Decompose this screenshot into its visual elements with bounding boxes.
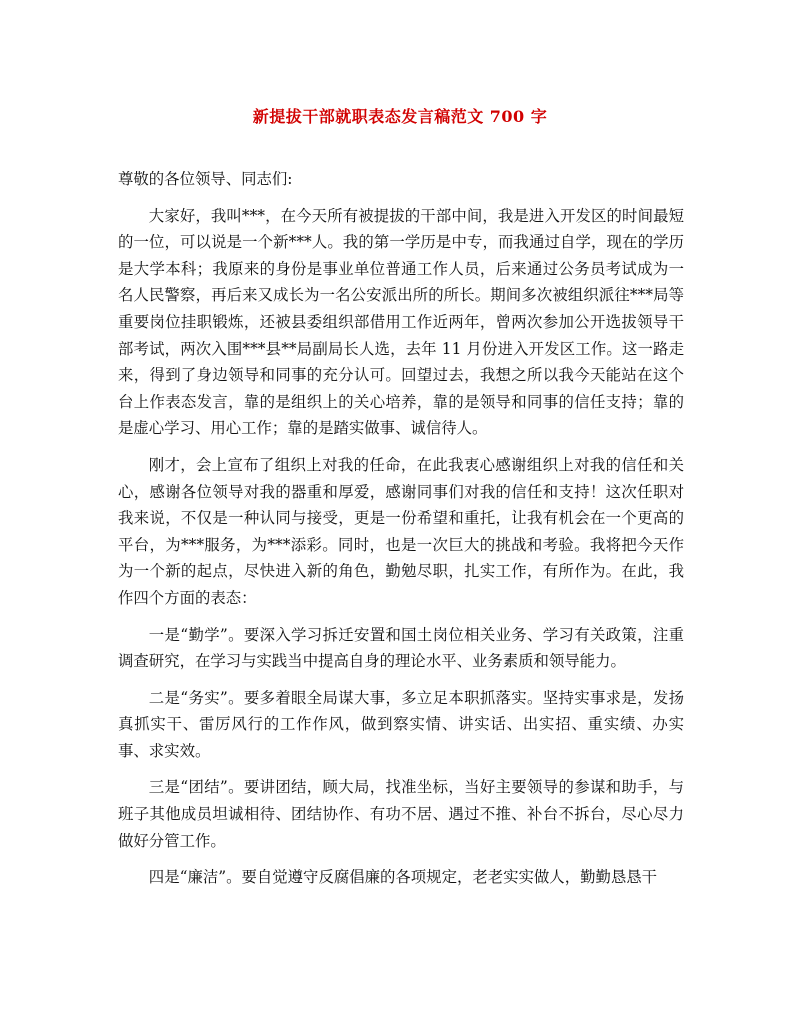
document-title: 新提拔干部就职表态发言稿范文 700 字	[252, 107, 548, 126]
paragraph-pledge-unity: 三是“团结”。要讲团结，顾大局，找准坐标，当好主要领导的参谋和助手，与班子其他成员坦诚相待、团结协作、有功不居、遇过不推、补台不拆台，尽心尽力做好分管工作。	[118, 778, 684, 850]
document-body	[118, 166, 684, 901]
salutation: 尊敬的各位领导、同志们:	[118, 170, 293, 188]
paragraph-pledge-study: 一是“勤学”。要深入学习拆迁安置和国土岗位相关业务、学习有关政策，注重调查研究，在学习与实践当中提高自身的理论水平、业务素质和领导能力。	[118, 625, 684, 671]
paragraph-introduction: 大家好，我叫***，在今天所有被提拔的干部中间，我是进入开发区的时间最短的一位，可以说是一个新***人。我的第一学历是中专，而我通过自学，现在的学历是大学本科；我原来的身份是事业单位普通工作人员，后来通过公务员考试成为一名人民警察，再后来又成长为一名公安派出所的所长。期间多次被组织派往***局等重要岗位挂职锻炼，还被县委组织部借用工作近两年，曾两次参加公开选拔领导干部考试，两次入围***县**局副局长人选，去年 11 月份进入开发区工作。这一路走来，得到了身边领导和同事的充分认可。回望过去，我想之所以我今天能站在这个台上作表态发言，靠的是组织上的关心培养，靠的是领导和同事的信任支持；靠的是虚心学习、用心工作；靠的是踏实做事、诚信待人。	[118, 206, 684, 438]
paragraph-pledge-integrity: 四是“廉洁”。要自觉遵守反腐倡廉的各项规定，老老实实做人，勤勤恳恳干	[148, 868, 658, 887]
paragraph-pledge-pragmatic: 二是“务实”。要多着眼全局谋大事，多立足本职抓落实。坚持实事求是，发扬真抓实干、雷厉风行的工作作风，做到察实情、讲实话、出实招、重实绩、办实事、求实效。	[118, 688, 684, 760]
paragraph-appointment-thanks: 刚才，会上宣布了组织上对我的任命，在此我衷心感谢组织上对我的信任和关心，感谢各位领导对我的器重和厚爱，感谢同事们对我的信任和支持！这次任职对我来说，不仅是一种认同与接受，更是一份希望和重托，让我有机会在一个更高的平台，为***服务，为***添彩。同时，也是一次巨大的挑战和考验。我将把今天作为一个新的起点，尽快进入新的角色，勤勉尽职，扎实工作，有所作为。在此，我作四个方面的表态：	[118, 455, 684, 607]
